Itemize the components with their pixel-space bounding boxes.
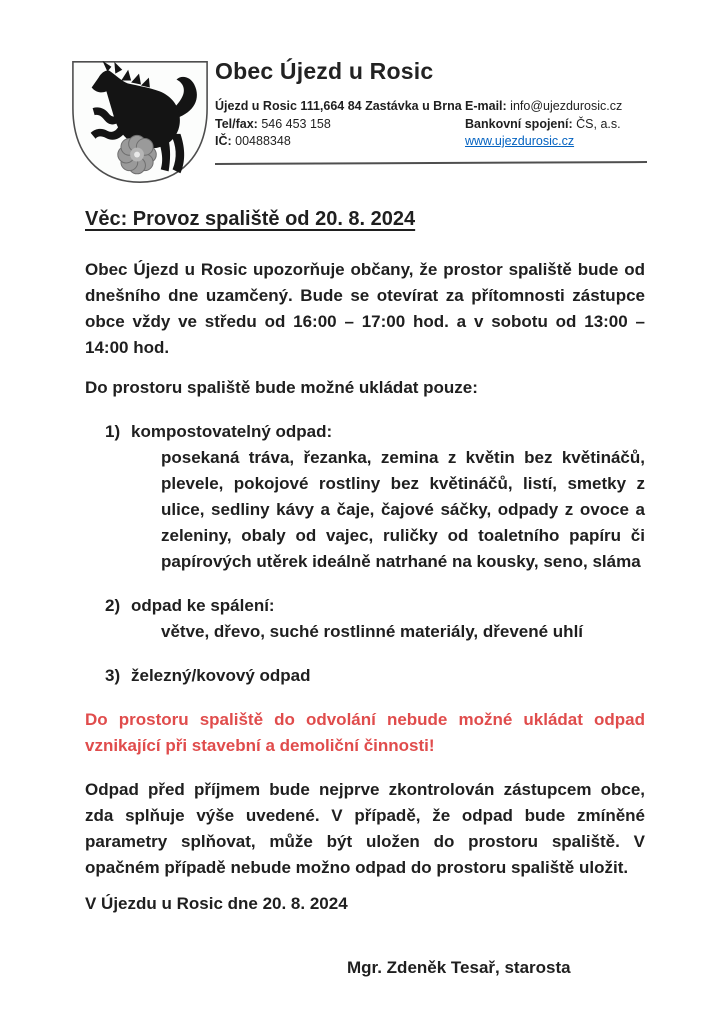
rose-emblem <box>118 135 156 173</box>
ic-label: IČ: <box>215 134 232 148</box>
list-title: kompostovatelný odpad: <box>131 422 333 441</box>
warning-paragraph: Do prostoru spaliště do odvolání nebude možné ukládat odpad vznikající při stavební a demoliční činnosti! <box>85 710 645 755</box>
telfax-value: 546 453 158 <box>261 116 331 131</box>
control-paragraph: Odpad před příjmem bude nejprve zkontrolován zástupcem obce, zda splňuje výše uvedené. V případě, že odpad bude zmíněné parametry splňovat, může být uložen do prostoru spaliště. V opačném případě nebude možno odpad do prostoru spaliště uložit. <box>85 780 645 877</box>
letterhead <box>0 0 718 190</box>
list-number: 2) <box>105 596 121 615</box>
email-value: info@ujezdurosic.cz <box>510 99 623 113</box>
org-bank <box>465 116 650 134</box>
bank-value: ČS, a.s. <box>576 116 621 131</box>
intro-paragraph: Obec Újezd u Rosic upozorňuje občany, že prostor spaliště bude od dnešního dne uzamčený. Bude se otevírat za přítomnosti zástupce obce vždy ve středu od 16:00 – 17:00 hod. a v sobotu od 13:00 – 14:00 hod. <box>85 260 645 357</box>
email-label: E-mail: <box>465 99 507 113</box>
list-title: odpad ke spálení: <box>131 596 275 615</box>
list-title: železný/kovový odpad <box>131 666 311 685</box>
contact-block <box>215 98 650 151</box>
list-detail: větve, dřevo, suché rostlinné materiály, dřevené uhlí <box>161 622 584 641</box>
signature-line: Mgr. Zdeněk Tesař, starosta <box>347 958 571 977</box>
allowed-intro: Do prostoru spaliště bude možné ukládat pouze: <box>85 378 478 397</box>
subject-heading: Věc: Provoz spaliště od 20. 8. 2024 <box>85 208 416 230</box>
org-name: Obec Újezd u Rosic <box>215 58 434 84</box>
list-item-compostable <box>85 419 645 575</box>
municipal-coat-of-arms-icon <box>66 56 214 188</box>
org-email <box>465 98 650 116</box>
ic-value: 00488348 <box>235 134 291 148</box>
list-item-metal <box>85 663 645 689</box>
letter-body <box>0 190 718 981</box>
org-address: Újezd u Rosic 111,664 84 Zastávka u Brna <box>215 99 462 113</box>
telfax-label: Tel/fax: <box>215 116 258 131</box>
list-item-burnable <box>85 593 645 645</box>
org-ic <box>215 133 465 151</box>
list-number: 3) <box>105 666 121 685</box>
date-place-line: V Újezdu u Rosic dne 20. 8. 2024 <box>85 894 348 913</box>
header-divider <box>215 161 647 165</box>
website-link[interactable]: www.ujezdurosic.cz <box>465 134 575 148</box>
bank-label: Bankovní spojení: <box>465 116 573 131</box>
list-number: 1) <box>105 422 121 441</box>
org-telfax <box>215 116 465 134</box>
list-detail: posekaná tráva, řezanka, zemina z květin bez květináčů, plevele, pokojové rostliny bez květináčů, listí, smetky z ulice, sedliny kávy a čaje, čajové sáčky, odpady z ovoce a zeleniny, obaly od vajec, ruličky od toaletního papíru či papírových utěrek ideálně natrhané na kousky, seno, sláma <box>161 448 645 571</box>
